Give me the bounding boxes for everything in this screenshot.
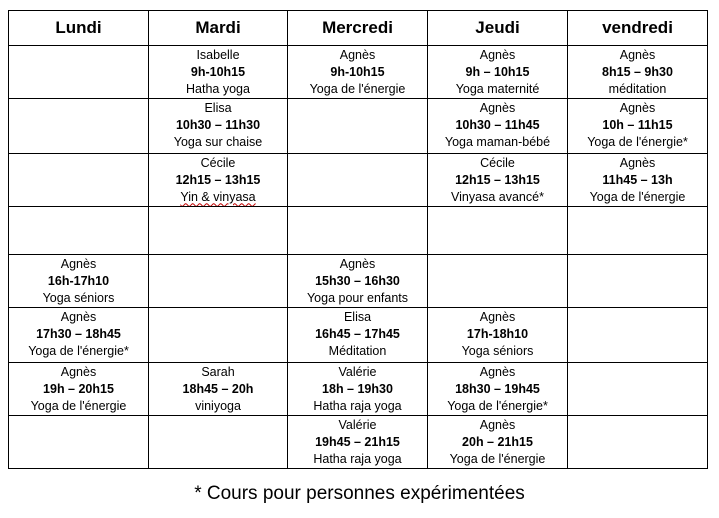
teacher-name: Agnès xyxy=(339,256,376,271)
class-name: Hatha raja yoga xyxy=(313,398,402,413)
class-name: Yoga de l'énergie* xyxy=(28,343,129,358)
time-range: 9h-10h15 xyxy=(190,64,246,79)
teacher-name: Agnès xyxy=(479,364,516,379)
time-range: 9h-10h15 xyxy=(330,64,385,79)
class-slot-content xyxy=(428,363,567,416)
schedule-row xyxy=(9,255,708,308)
schedule-row xyxy=(9,363,708,416)
class-slot xyxy=(288,308,428,363)
time-range: 9h – 10h15 xyxy=(465,64,530,79)
empty-slot xyxy=(568,363,708,416)
class-name: Vinyasa avancé* xyxy=(451,189,544,204)
empty-slot xyxy=(9,416,149,469)
class-name: Yoga pour enfants xyxy=(306,290,408,305)
class-slot-content xyxy=(288,46,427,99)
weekly-schedule-table xyxy=(8,10,708,469)
empty-slot xyxy=(568,207,708,255)
class-slot-content xyxy=(568,99,707,154)
empty-slot xyxy=(568,416,708,469)
class-slot-content xyxy=(428,416,567,469)
class-slot xyxy=(428,363,568,416)
class-slot xyxy=(149,154,288,207)
empty-slot xyxy=(288,154,428,207)
teacher-name: Cécile xyxy=(200,155,236,170)
class-slot xyxy=(288,255,428,308)
schedule-row xyxy=(9,154,708,207)
teacher-name: Agnès xyxy=(479,100,516,115)
teacher-name: Agnès xyxy=(339,47,376,62)
empty-slot xyxy=(9,99,149,154)
time-range: 19h – 20h15 xyxy=(43,381,114,396)
class-slot xyxy=(149,46,288,99)
time-range: 10h – 11h15 xyxy=(602,117,673,132)
teacher-name: Agnès xyxy=(60,364,97,379)
empty-slot xyxy=(288,207,428,255)
teacher-name: Elisa xyxy=(343,309,372,324)
class-slot-content xyxy=(149,46,287,99)
class-slot-content xyxy=(288,416,427,469)
class-slot-content xyxy=(428,99,567,154)
class-slot xyxy=(288,363,428,416)
teacher-name: Agnès xyxy=(619,47,656,62)
class-slot-content xyxy=(568,46,707,99)
day-header: Jeudi xyxy=(428,11,568,46)
teacher-name: Agnès xyxy=(479,47,516,62)
empty-slot xyxy=(568,255,708,308)
teacher-name: Agnès xyxy=(479,417,516,432)
time-range: 17h30 – 18h45 xyxy=(36,326,121,341)
schedule-row xyxy=(9,207,708,255)
teacher-name: Agnès xyxy=(60,256,97,271)
class-slot-content xyxy=(288,308,427,363)
time-range: 10h30 – 11h30 xyxy=(175,117,261,132)
empty-slot xyxy=(9,154,149,207)
class-slot xyxy=(9,363,149,416)
schedule-row xyxy=(9,46,708,99)
class-slot xyxy=(9,308,149,363)
teacher-name: Isabelle xyxy=(196,47,240,62)
empty-slot xyxy=(9,46,149,99)
time-range: 19h45 – 21h15 xyxy=(315,434,400,449)
class-name: Hatha raja yoga xyxy=(313,451,402,466)
class-slot xyxy=(428,99,568,154)
class-slot-content xyxy=(428,154,567,207)
teacher-name: Agnès xyxy=(619,100,656,115)
teacher-name: Cécile xyxy=(480,155,515,170)
schedule-row xyxy=(9,99,708,154)
class-slot-content xyxy=(9,308,148,363)
schedule-row xyxy=(9,416,708,469)
time-range: 18h – 19h30 xyxy=(322,381,393,396)
class-slot-content xyxy=(149,363,287,416)
teacher-name: Agnès xyxy=(479,309,516,324)
class-name: Yoga de l'énergie xyxy=(309,81,406,96)
empty-slot xyxy=(149,207,288,255)
class-slot-content xyxy=(9,255,148,308)
class-name: viniyoga xyxy=(195,398,241,413)
teacher-name: Valérie xyxy=(338,417,377,432)
time-range: 18h45 – 20h xyxy=(182,381,254,396)
schedule-row xyxy=(9,308,708,363)
time-range: 16h-17h10 xyxy=(47,273,110,288)
class-name: Yoga de l'énergie xyxy=(30,398,127,413)
class-slot-content xyxy=(288,255,427,308)
class-slot xyxy=(288,416,428,469)
teacher-name: Elisa xyxy=(204,100,232,115)
time-range: 20h – 21h15 xyxy=(462,434,533,449)
class-slot xyxy=(568,46,708,99)
class-name: méditation xyxy=(608,81,667,96)
header-row xyxy=(9,11,708,46)
class-slot xyxy=(149,363,288,416)
class-name: Yoga de l'énergie xyxy=(449,451,546,466)
class-name: Yoga séniors xyxy=(461,343,534,358)
class-slot xyxy=(428,46,568,99)
empty-slot xyxy=(288,99,428,154)
class-slot-content xyxy=(428,46,567,99)
class-slot xyxy=(568,154,708,207)
teacher-name: Valérie xyxy=(338,364,377,379)
time-range: 12h15 – 13h15 xyxy=(175,172,261,187)
class-name: Yoga sur chaise xyxy=(173,134,263,149)
class-name: Yoga de l'énergie* xyxy=(587,134,688,149)
class-name: Yin & vinyasa xyxy=(180,189,256,204)
time-range: 11h45 – 13h xyxy=(602,172,673,187)
day-header: Mardi xyxy=(149,11,288,46)
class-name: Méditation xyxy=(328,343,387,358)
class-slot xyxy=(428,308,568,363)
empty-slot xyxy=(149,308,288,363)
class-slot xyxy=(9,255,149,308)
class-name: Hatha yoga xyxy=(186,81,250,96)
class-name: Yoga de l'énergie* xyxy=(447,398,548,413)
class-name: Yoga de l'énergie xyxy=(589,189,686,204)
day-header: Mercredi xyxy=(288,11,428,46)
time-range: 16h45 – 17h45 xyxy=(315,326,400,341)
time-range: 18h30 – 19h45 xyxy=(455,381,540,396)
teacher-name: Agnès xyxy=(60,309,97,324)
class-slot-content xyxy=(149,154,287,207)
class-slot-content xyxy=(568,154,707,207)
empty-slot xyxy=(568,308,708,363)
empty-slot xyxy=(428,207,568,255)
empty-slot xyxy=(149,416,288,469)
teacher-name: Agnès xyxy=(619,155,656,170)
class-slot xyxy=(288,46,428,99)
footnote: * Cours pour personnes expérimentées xyxy=(194,483,525,504)
class-slot xyxy=(428,416,568,469)
teacher-name: Sarah xyxy=(201,364,235,379)
time-range: 8h15 – 9h30 xyxy=(602,64,673,79)
time-range: 15h30 – 16h30 xyxy=(315,273,400,288)
class-slot-content xyxy=(428,308,567,363)
empty-slot xyxy=(149,255,288,308)
time-range: 17h-18h10 xyxy=(466,326,529,341)
class-slot-content xyxy=(9,363,148,416)
class-slot-content xyxy=(288,363,427,416)
class-name: Yoga séniors xyxy=(42,290,115,305)
day-header: vendredi xyxy=(568,11,708,46)
class-slot xyxy=(149,99,288,154)
time-range: 12h15 – 13h15 xyxy=(455,172,540,187)
empty-slot xyxy=(9,207,149,255)
day-header: Lundi xyxy=(9,11,149,46)
empty-slot xyxy=(428,255,568,308)
class-slot xyxy=(568,99,708,154)
class-slot-content xyxy=(149,99,287,154)
time-range: 10h30 – 11h45 xyxy=(455,117,540,132)
class-name: Yoga maman-bébé xyxy=(444,134,551,149)
class-name: Yoga maternité xyxy=(455,81,540,96)
class-slot xyxy=(428,154,568,207)
